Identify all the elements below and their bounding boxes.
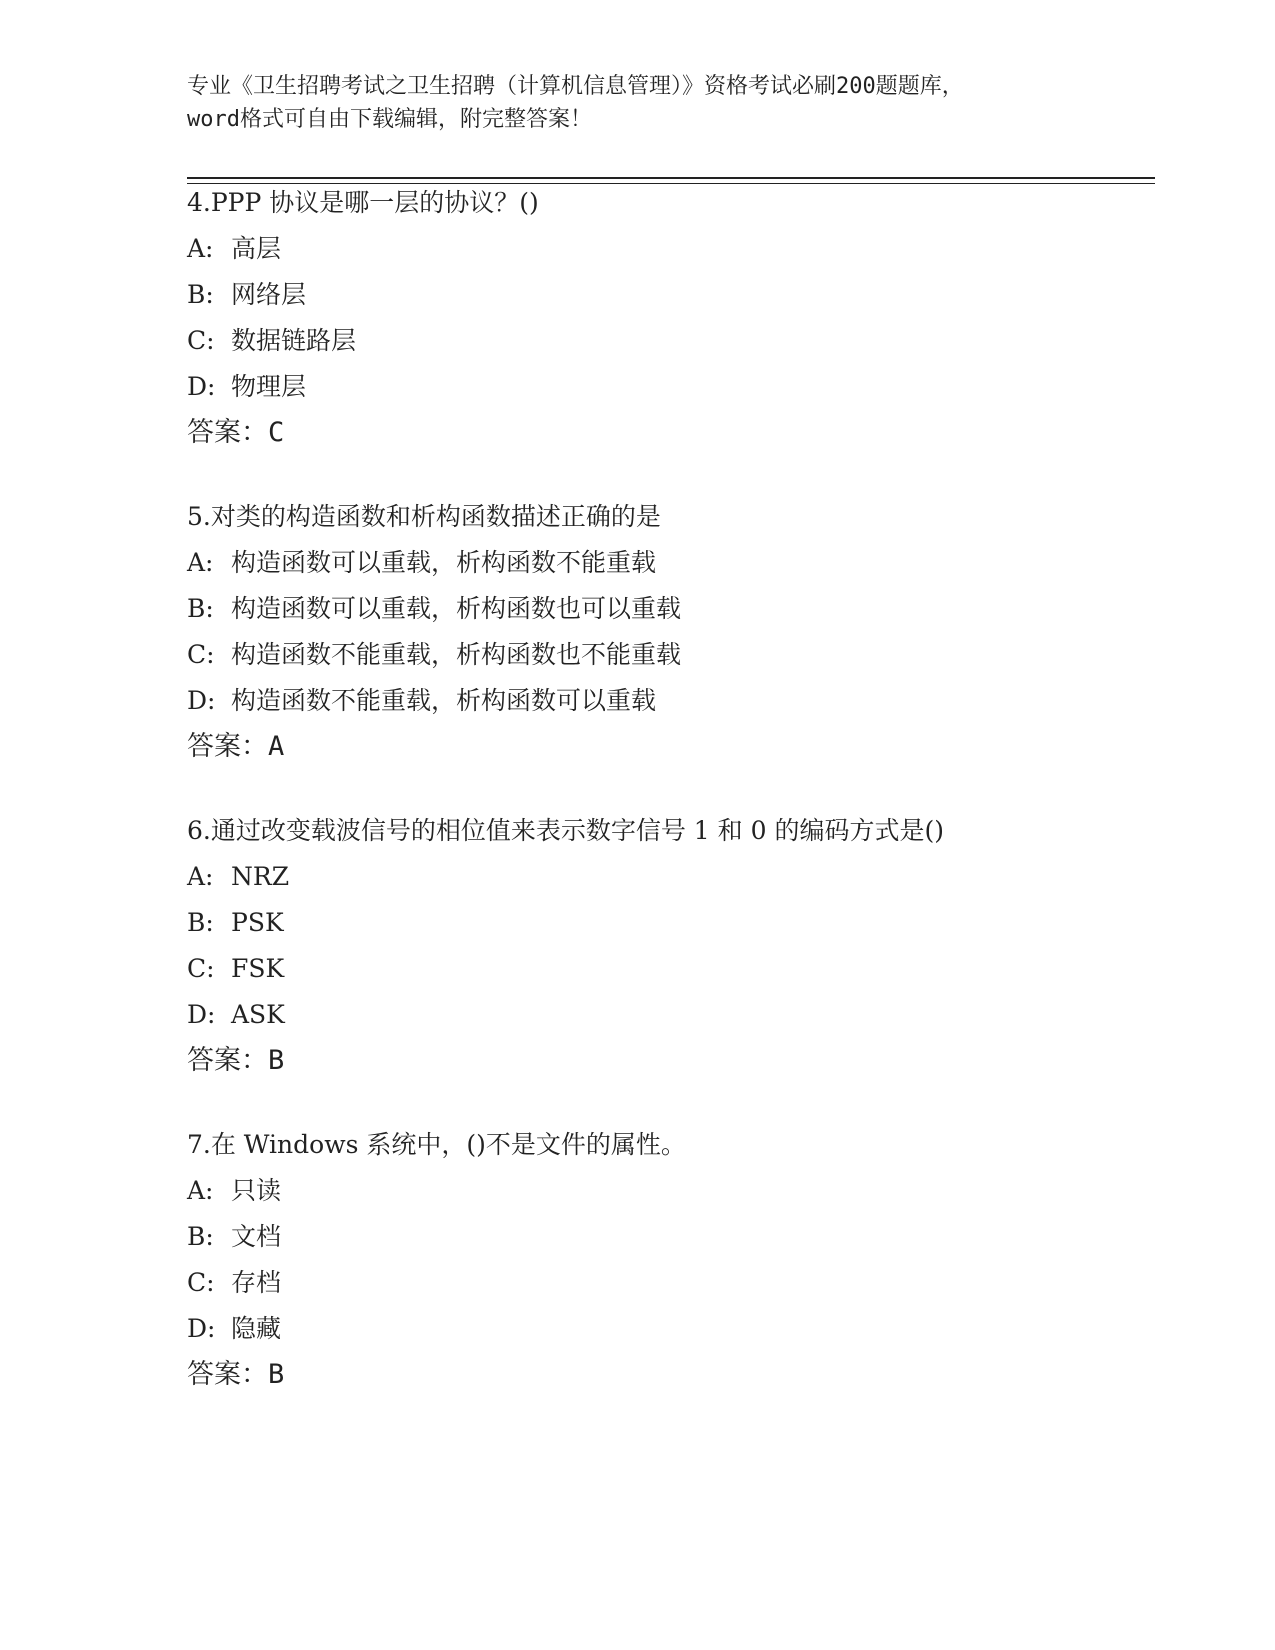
question-title: 6.通过改变载波信号的相位值来表示数字信号 1 和 0 的编码方式是() <box>187 816 944 845</box>
option-letter: A: <box>187 234 214 263</box>
header-divider-thick <box>187 177 1155 179</box>
option-d <box>187 678 1187 724</box>
option-text: 数据链路层 <box>231 326 357 355</box>
option-b <box>187 586 1187 632</box>
option-letter: C: <box>187 1268 215 1297</box>
option-text: 构造函数不能重载，析构函数也不能重载 <box>231 640 682 669</box>
option-letter: C: <box>187 326 215 355</box>
option-c <box>187 318 1187 364</box>
option-a <box>187 854 1187 900</box>
option-c <box>187 1260 1187 1306</box>
option-letter: D: <box>187 1314 216 1343</box>
option-c <box>187 946 1187 992</box>
option-text: 构造函数可以重载，析构函数不能重载 <box>231 548 657 577</box>
option-letter: A: <box>187 1176 214 1205</box>
header-line-1: 专业《卫生招聘考试之卫生招聘（计算机信息管理）》资格考试必刷200题题库， <box>187 74 964 99</box>
option-a <box>187 540 1187 586</box>
document-header <box>187 70 1087 136</box>
option-b <box>187 1214 1187 1260</box>
option-letter: D: <box>187 686 216 715</box>
question-title: 5.对类的构造函数和析构函数描述正确的是 <box>187 502 661 531</box>
option-letter: C: <box>187 640 215 669</box>
answer-line: 答案：A <box>187 731 285 762</box>
question-title: 7.在 Windows 系统中，()不是文件的属性。 <box>187 1130 686 1159</box>
question-block <box>187 1122 1187 1398</box>
option-d <box>187 1306 1187 1352</box>
option-d <box>187 992 1187 1038</box>
option-d <box>187 364 1187 410</box>
option-text: 构造函数不能重载，析构函数可以重载 <box>231 686 657 715</box>
option-letter: B: <box>187 594 214 623</box>
option-letter: D: <box>187 372 216 401</box>
answer-line: 答案：C <box>187 417 285 448</box>
option-text: FSK <box>231 954 285 983</box>
option-text: 隐藏 <box>231 1314 282 1343</box>
option-letter: A: <box>187 862 214 891</box>
option-letter: D: <box>187 1000 216 1029</box>
option-letter: A: <box>187 548 214 577</box>
question-title: 4.PPP 协议是哪一层的协议？() <box>187 188 539 217</box>
option-c <box>187 632 1187 678</box>
question-block <box>187 180 1187 456</box>
header-line-2: word格式可自由下载编辑，附完整答案！ <box>187 107 592 132</box>
option-letter: B: <box>187 280 214 309</box>
option-letter: B: <box>187 908 214 937</box>
answer-line: 答案：B <box>187 1359 285 1390</box>
option-text: PSK <box>231 908 284 937</box>
option-text: NRZ <box>231 862 290 891</box>
option-letter: C: <box>187 954 215 983</box>
question-block <box>187 808 1187 1084</box>
option-text: 文档 <box>231 1222 282 1251</box>
option-text: 物理层 <box>231 372 307 401</box>
option-b <box>187 900 1187 946</box>
answer-line: 答案：B <box>187 1045 285 1076</box>
option-b <box>187 272 1187 318</box>
option-text: ASK <box>231 1000 285 1029</box>
option-text: 存档 <box>231 1268 282 1297</box>
option-letter: B: <box>187 1222 214 1251</box>
option-a <box>187 1168 1187 1214</box>
option-text: 构造函数可以重载，析构函数也可以重载 <box>231 594 682 623</box>
question-block <box>187 494 1187 770</box>
option-text: 高层 <box>231 234 282 263</box>
option-text: 只读 <box>231 1176 282 1205</box>
option-text: 网络层 <box>231 280 307 309</box>
option-a <box>187 226 1187 272</box>
